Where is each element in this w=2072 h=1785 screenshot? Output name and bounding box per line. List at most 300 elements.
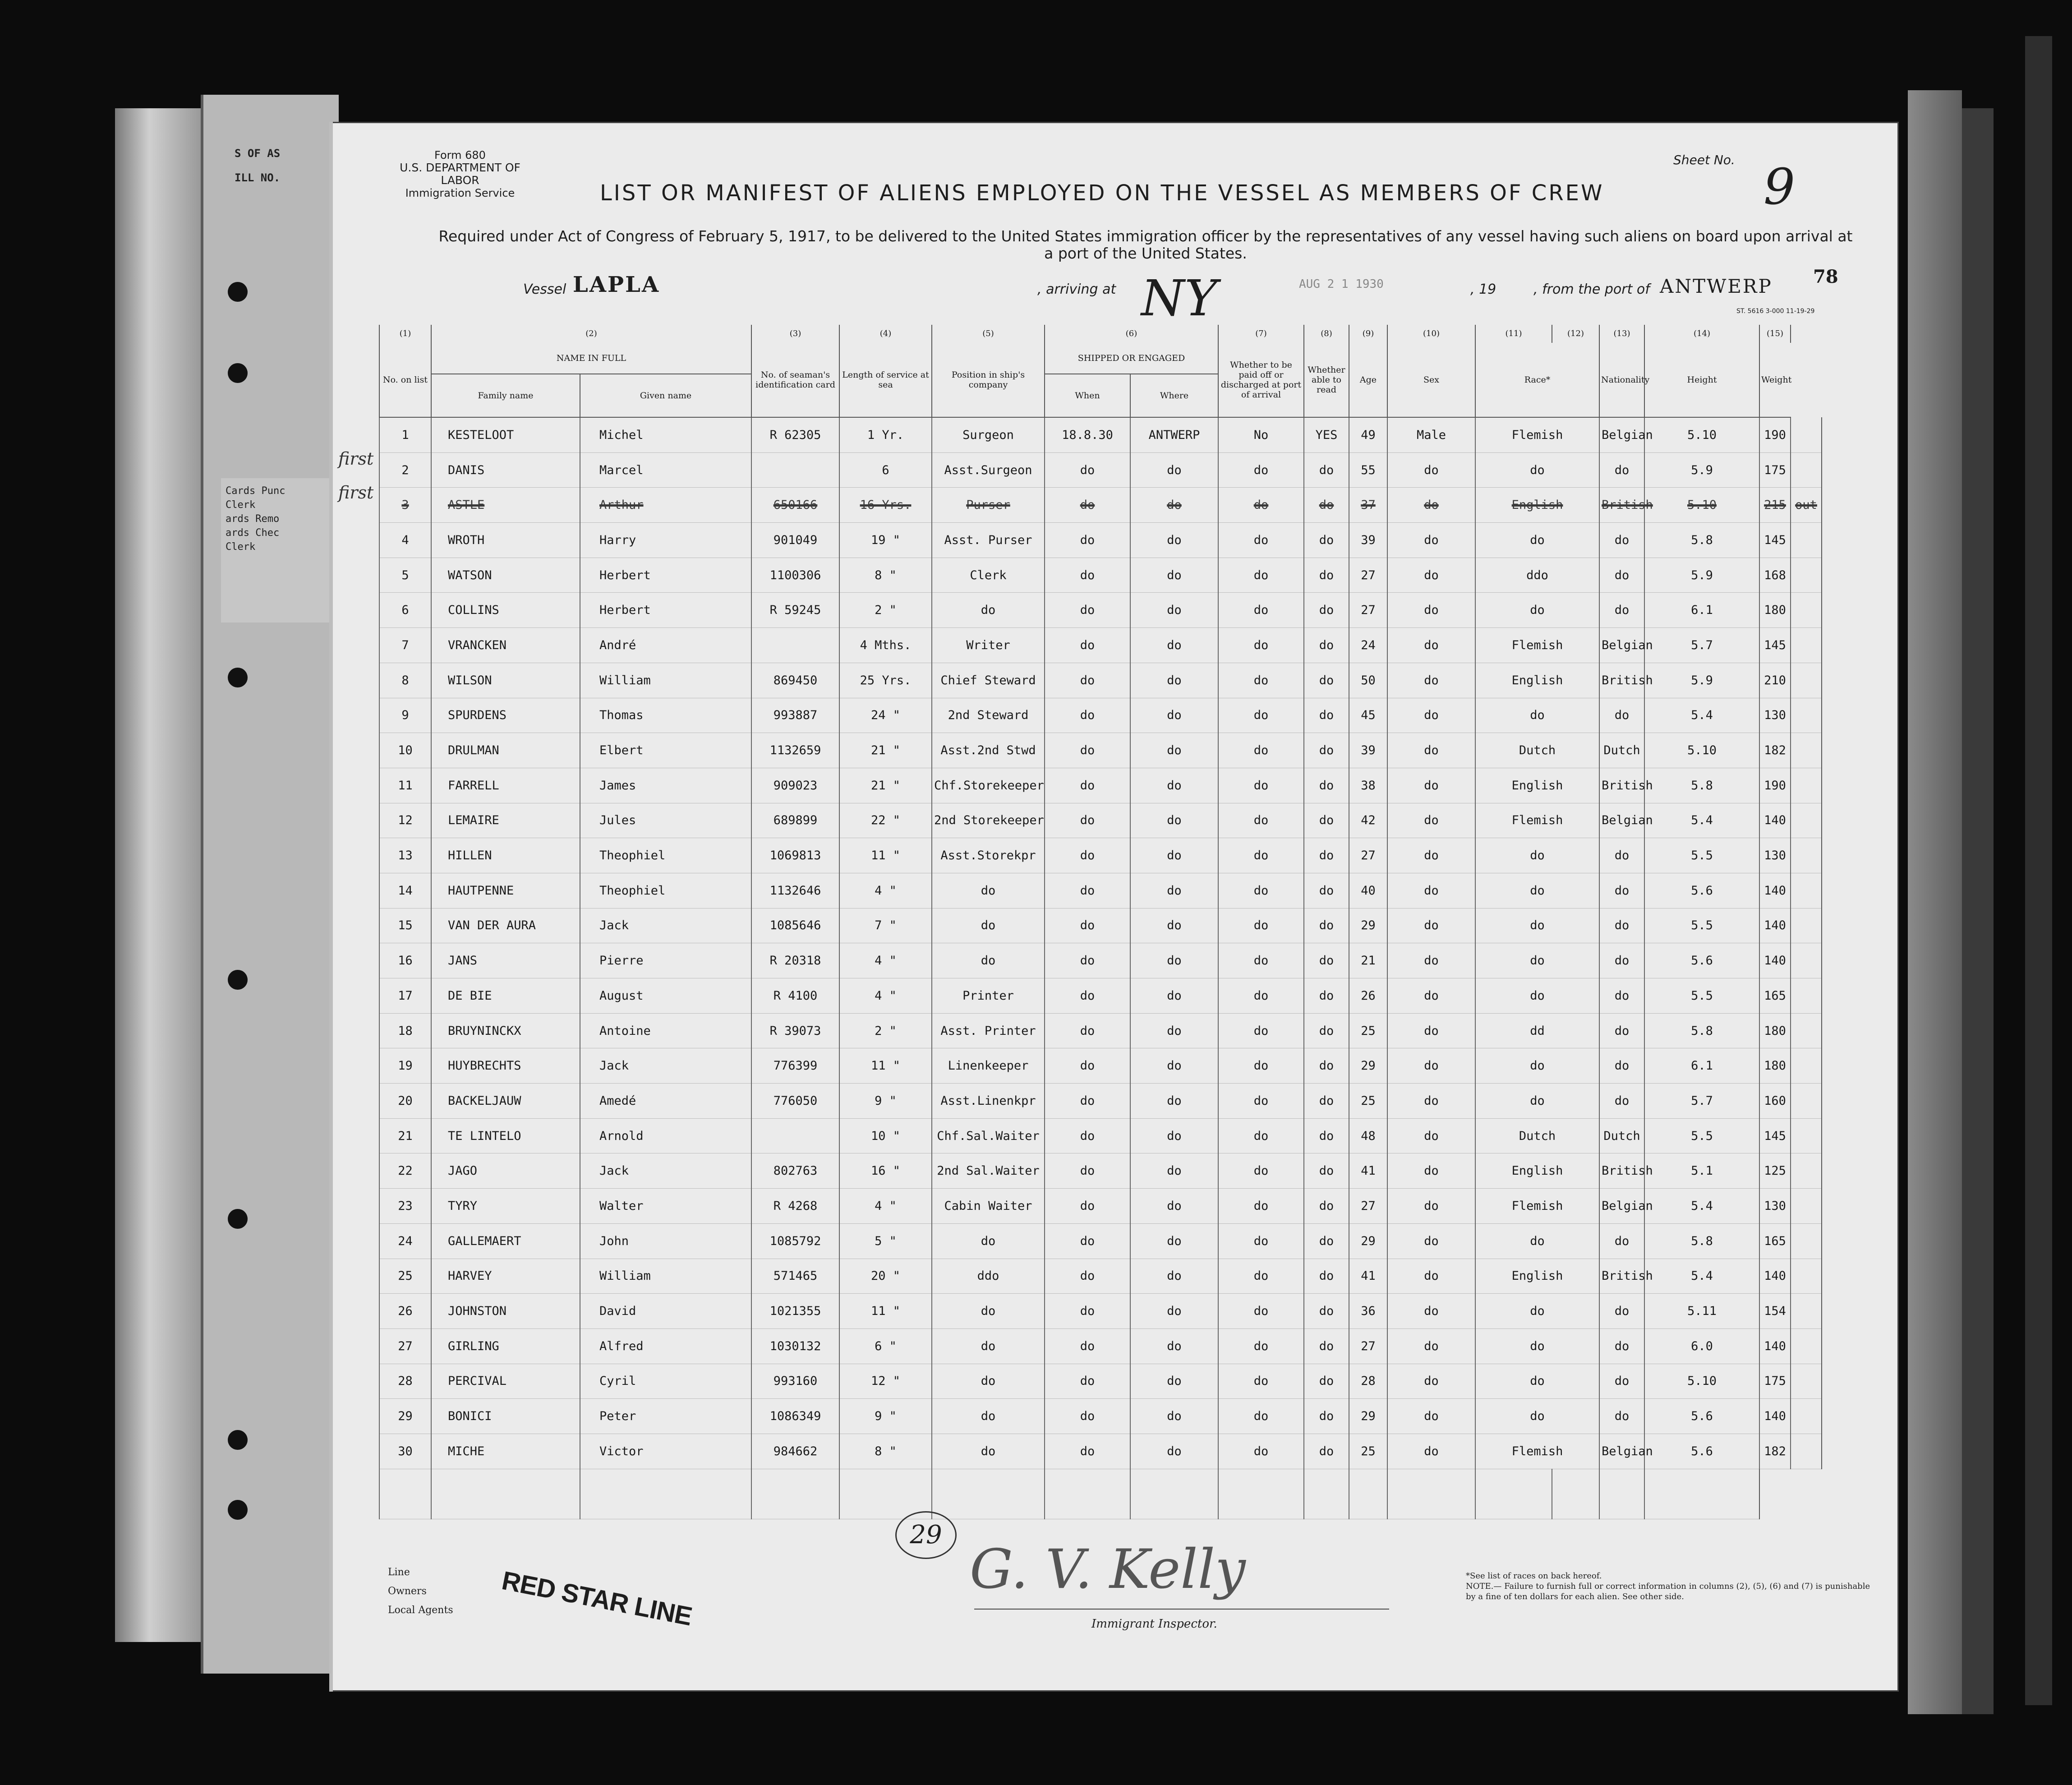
- cell-read: do: [1304, 663, 1349, 698]
- table-row: [379, 488, 1822, 523]
- cell-card: 1086349: [751, 1399, 839, 1434]
- cell-where: do: [1130, 803, 1218, 838]
- cell-race: do: [1475, 838, 1599, 873]
- cell-service: 21 ": [839, 733, 932, 768]
- signature-rule: [974, 1609, 1389, 1610]
- col-num: (5): [932, 325, 1045, 343]
- cell-given: James: [580, 768, 751, 803]
- cell-sex: do: [1387, 488, 1475, 523]
- cell-given: Elbert: [580, 733, 751, 768]
- cell-weight: 130: [1759, 698, 1791, 733]
- owners-label: Owners: [388, 1586, 427, 1597]
- table-row: [379, 1084, 1822, 1119]
- cell-family: JOHNSTON: [431, 1294, 580, 1329]
- cell-read: do: [1304, 523, 1349, 558]
- cell-no: 1: [379, 417, 431, 452]
- side-card-line: Cards Punc: [226, 485, 285, 497]
- cell-marks: out: [1791, 488, 1822, 523]
- cell-nat: do: [1599, 698, 1644, 733]
- cell-family: HILLEN: [431, 838, 580, 873]
- cell-height: 5.10: [1644, 733, 1759, 768]
- cell-marks: [1791, 523, 1822, 558]
- cell-card: 650166: [751, 488, 839, 523]
- cell-where: do: [1130, 452, 1218, 488]
- cell-when: do: [1045, 488, 1130, 523]
- cell-position: do: [932, 1328, 1045, 1364]
- cell-given: Jules: [580, 803, 751, 838]
- cell-age: 55: [1349, 452, 1387, 488]
- header-where: Where: [1130, 374, 1218, 417]
- table-row: [379, 873, 1822, 908]
- cell-position: Asst.Storekpr: [932, 838, 1045, 873]
- cell-age: 21: [1349, 943, 1387, 978]
- corner-number: 78: [1813, 266, 1838, 287]
- cell-no: 10: [379, 733, 431, 768]
- cell-age: 36: [1349, 1294, 1387, 1329]
- cell-sex: do: [1387, 1153, 1475, 1189]
- cell-family: WROTH: [431, 523, 580, 558]
- cell-height: 5.7: [1644, 628, 1759, 663]
- cell-read: do: [1304, 1189, 1349, 1224]
- cell-service: 1 Yr.: [839, 417, 932, 452]
- cell-age: 49: [1349, 417, 1387, 452]
- cell-nat: do: [1599, 523, 1644, 558]
- cell-height: 5.6: [1644, 1434, 1759, 1469]
- cell-given: André: [580, 628, 751, 663]
- cell-given: Theophiel: [580, 838, 751, 873]
- cell-family: BRUYNINCKX: [431, 1013, 580, 1048]
- cell-no: 19: [379, 1048, 431, 1084]
- cell-marks: [1791, 1013, 1822, 1048]
- cell-sex: do: [1387, 1259, 1475, 1294]
- cell-paid: do: [1218, 593, 1304, 628]
- cell-nat: do: [1599, 978, 1644, 1014]
- cell-age: 27: [1349, 593, 1387, 628]
- cell-nat: British: [1599, 1259, 1644, 1294]
- cell-service: 6: [839, 452, 932, 488]
- cell-read: do: [1304, 452, 1349, 488]
- cell-paid: do: [1218, 1259, 1304, 1294]
- cell-no: 22: [379, 1153, 431, 1189]
- cell-paid: do: [1218, 558, 1304, 593]
- cell-height: 5.4: [1644, 803, 1759, 838]
- footer-labels: [388, 1563, 453, 1620]
- cell-sex: do: [1387, 1048, 1475, 1084]
- punch-hole: [228, 1430, 248, 1450]
- cell-nat: do: [1599, 908, 1644, 943]
- cell-weight: 180: [1759, 593, 1791, 628]
- table-row: [379, 838, 1822, 873]
- cell-given: Herbert: [580, 593, 751, 628]
- manifest-subtitle: Required under Act of Congress of February 5, 1917, to be delivered to the United States immigration officer by the representatives of any vessel having such aliens on board upon arrival at a port of the United States.: [438, 227, 1853, 262]
- cell-no: 30: [379, 1434, 431, 1469]
- cell-marks: [1791, 1259, 1822, 1294]
- cell-age: 29: [1349, 1399, 1387, 1434]
- cell-family: DANIS: [431, 452, 580, 488]
- col-num: (4): [839, 325, 932, 343]
- column-number-row: [379, 325, 1822, 343]
- table-row: [379, 803, 1822, 838]
- note-races: *See list of races on back hereof.: [1466, 1571, 1602, 1581]
- cell-service: 11 ": [839, 1294, 932, 1329]
- cell-sex: do: [1387, 698, 1475, 733]
- cell-height: 6.0: [1644, 1328, 1759, 1364]
- cell-where: do: [1130, 1328, 1218, 1364]
- cell-height: 5.8: [1644, 1223, 1759, 1259]
- cell-family: KESTELOOT: [431, 417, 580, 452]
- cell-card: 901049: [751, 523, 839, 558]
- cell-marks: [1791, 417, 1822, 452]
- cell-position: do: [932, 1294, 1045, 1329]
- header-sex: Sex: [1387, 343, 1475, 417]
- cell-position: Chf.Storekeeper: [932, 768, 1045, 803]
- table-row: [379, 768, 1822, 803]
- cell-given: Arthur: [580, 488, 751, 523]
- cell-paid: do: [1218, 1153, 1304, 1189]
- cell-nat: do: [1599, 1364, 1644, 1399]
- cell-where: do: [1130, 628, 1218, 663]
- cell-no: 9: [379, 698, 431, 733]
- cell-read: do: [1304, 558, 1349, 593]
- cell-read: do: [1304, 1013, 1349, 1048]
- manifest-sheet: [329, 122, 1899, 1692]
- cell-service: 24 ": [839, 698, 932, 733]
- cell-age: 29: [1349, 1048, 1387, 1084]
- cell-when: do: [1045, 593, 1130, 628]
- cell-height: 5.7: [1644, 1084, 1759, 1119]
- cell-height: 5.5: [1644, 838, 1759, 873]
- cell-nat: British: [1599, 663, 1644, 698]
- cell-weight: 190: [1759, 768, 1791, 803]
- cell-position: Purser: [932, 488, 1045, 523]
- cell-height: 5.6: [1644, 943, 1759, 978]
- empty-cell: [1644, 1469, 1759, 1519]
- cell-read: do: [1304, 943, 1349, 978]
- cell-height: 6.1: [1644, 593, 1759, 628]
- cell-age: 25: [1349, 1013, 1387, 1048]
- cell-marks: [1791, 698, 1822, 733]
- cell-height: 5.9: [1644, 558, 1759, 593]
- cell-marks: [1791, 1084, 1822, 1119]
- cell-nat: British: [1599, 1153, 1644, 1189]
- cell-paid: do: [1218, 943, 1304, 978]
- cell-family: HUYBRECHTS: [431, 1048, 580, 1084]
- cell-service: 16 Yrs.: [839, 488, 932, 523]
- department-name: U.S. DEPARTMENT OF LABOR: [400, 161, 520, 187]
- col-num: (8): [1304, 325, 1349, 343]
- cell-when: do: [1045, 908, 1130, 943]
- departure-port: ANTWERP: [1660, 275, 1773, 297]
- cell-service: 16 ": [839, 1153, 932, 1189]
- cell-paid: do: [1218, 838, 1304, 873]
- margin-note: first: [338, 483, 374, 503]
- cell-no: 27: [379, 1328, 431, 1364]
- arriving-port-handwritten: NY: [1141, 269, 1217, 327]
- cell-family: BONICI: [431, 1399, 580, 1434]
- table-row: [379, 1399, 1822, 1434]
- year-label: , 19: [1470, 281, 1496, 297]
- sheet-left-margin: [329, 122, 333, 1692]
- punch-hole: [228, 1209, 248, 1229]
- cell-service: 7 ": [839, 908, 932, 943]
- cell-service: 11 ": [839, 838, 932, 873]
- empty-cell: [1304, 1469, 1349, 1519]
- cell-where: do: [1130, 768, 1218, 803]
- cell-age: 29: [1349, 908, 1387, 943]
- cell-service: 8 ": [839, 558, 932, 593]
- cell-age: 41: [1349, 1153, 1387, 1189]
- cell-where: do: [1130, 488, 1218, 523]
- cell-service: 21 ": [839, 768, 932, 803]
- cell-when: 18.8.30: [1045, 417, 1130, 452]
- cell-race: Flemish: [1475, 628, 1599, 663]
- cell-where: do: [1130, 1259, 1218, 1294]
- header-no-on-list: No. on list: [379, 343, 431, 417]
- table-row: [379, 1153, 1822, 1189]
- cell-sex: do: [1387, 768, 1475, 803]
- cell-family: FARRELL: [431, 768, 580, 803]
- cell-position: do: [932, 1223, 1045, 1259]
- side-card-line: Clerk: [226, 541, 256, 553]
- cell-read: do: [1304, 733, 1349, 768]
- cell-race: ddo: [1475, 558, 1599, 593]
- cell-card: 984662: [751, 1434, 839, 1469]
- header-paid-off: Whether to be paid off or discharged at port of arrival: [1218, 343, 1304, 417]
- cell-when: do: [1045, 978, 1130, 1014]
- cell-sex: do: [1387, 978, 1475, 1014]
- cell-read: do: [1304, 873, 1349, 908]
- cell-marks: [1791, 943, 1822, 978]
- cell-read: YES: [1304, 417, 1349, 452]
- cell-marks: [1791, 628, 1822, 663]
- cell-no: 20: [379, 1084, 431, 1119]
- table-row: [379, 452, 1822, 488]
- cell-paid: do: [1218, 628, 1304, 663]
- arriving-label: , arriving at: [1037, 281, 1116, 297]
- cell-height: 5.5: [1644, 978, 1759, 1014]
- cell-nat: do: [1599, 452, 1644, 488]
- cell-sex: do: [1387, 1084, 1475, 1119]
- cell-sex: do: [1387, 663, 1475, 698]
- cell-height: 5.11: [1644, 1294, 1759, 1329]
- header-age: Age: [1349, 343, 1387, 417]
- cell-service: 19 ": [839, 523, 932, 558]
- cell-paid: do: [1218, 452, 1304, 488]
- cell-height: 5.6: [1644, 1399, 1759, 1434]
- cell-no: 17: [379, 978, 431, 1014]
- cell-paid: do: [1218, 1328, 1304, 1364]
- cell-nat: Dutch: [1599, 1118, 1644, 1153]
- cell-weight: 140: [1759, 803, 1791, 838]
- cell-age: 27: [1349, 1189, 1387, 1224]
- cell-position: 2nd Steward: [932, 698, 1045, 733]
- table-row: [379, 628, 1822, 663]
- cell-given: Amedé: [580, 1084, 751, 1119]
- cell-race: do: [1475, 593, 1599, 628]
- cell-where: do: [1130, 1294, 1218, 1329]
- crew-rows: [379, 417, 1822, 1519]
- cell-card: R 39073: [751, 1013, 839, 1048]
- cell-where: ANTWERP: [1130, 417, 1218, 452]
- cell-service: 20 ": [839, 1259, 932, 1294]
- cell-when: do: [1045, 1364, 1130, 1399]
- cell-height: 5.10: [1644, 1364, 1759, 1399]
- footer-note: [1466, 1571, 1872, 1602]
- inspector-signature: G. V. Kelly: [970, 1538, 1246, 1601]
- cell-sex: do: [1387, 733, 1475, 768]
- cell-no: 23: [379, 1189, 431, 1224]
- cell-nat: do: [1599, 1223, 1644, 1259]
- cell-family: ASTLE: [431, 488, 580, 523]
- cell-when: do: [1045, 1084, 1130, 1119]
- cell-marks: [1791, 593, 1822, 628]
- cell-service: 6 ": [839, 1328, 932, 1364]
- cell-family: COLLINS: [431, 593, 580, 628]
- cell-where: do: [1130, 1118, 1218, 1153]
- local-agents-label: Local Agents: [388, 1605, 453, 1616]
- cell-marks: [1791, 1118, 1822, 1153]
- cell-sex: do: [1387, 943, 1475, 978]
- cell-family: TYRY: [431, 1189, 580, 1224]
- cell-race: do: [1475, 523, 1599, 558]
- empty-cell: [580, 1469, 751, 1519]
- cell-paid: do: [1218, 768, 1304, 803]
- empty-cell: [1130, 1469, 1218, 1519]
- cell-paid: No: [1218, 417, 1304, 452]
- cell-service: 9 ": [839, 1399, 932, 1434]
- cell-position: do: [932, 943, 1045, 978]
- cell-nat: do: [1599, 1048, 1644, 1084]
- cell-weight: 140: [1759, 1259, 1791, 1294]
- cell-family: GIRLING: [431, 1328, 580, 1364]
- cell-position: do: [932, 1364, 1045, 1399]
- cell-marks: [1791, 733, 1822, 768]
- cell-when: do: [1045, 558, 1130, 593]
- cell-height: 5.8: [1644, 768, 1759, 803]
- cell-read: do: [1304, 1048, 1349, 1084]
- paper-stack-left-inner: [201, 95, 339, 1674]
- cell-sex: do: [1387, 873, 1475, 908]
- cell-where: do: [1130, 1013, 1218, 1048]
- cell-where: do: [1130, 908, 1218, 943]
- cell-read: do: [1304, 593, 1349, 628]
- header-family-name: Family name: [431, 374, 580, 417]
- header-given-name: Given name: [580, 374, 751, 417]
- cell-family: HARVEY: [431, 1259, 580, 1294]
- cell-height: 5.1: [1644, 1153, 1759, 1189]
- cell-age: 41: [1349, 1259, 1387, 1294]
- cell-nat: Belgian: [1599, 803, 1644, 838]
- side-top-line-1: S OF AS: [235, 147, 281, 160]
- cell-race: Flemish: [1475, 417, 1599, 452]
- cell-weight: 168: [1759, 558, 1791, 593]
- cell-no: 21: [379, 1118, 431, 1153]
- table-row: [379, 523, 1822, 558]
- empty-cell: [1599, 1469, 1644, 1519]
- cell-position: Asst.Linenkpr: [932, 1084, 1045, 1119]
- cell-nat: Belgian: [1599, 1189, 1644, 1224]
- cell-read: do: [1304, 1328, 1349, 1364]
- cell-marks: [1791, 1434, 1822, 1469]
- cell-no: 26: [379, 1294, 431, 1329]
- cell-nat: Dutch: [1599, 733, 1644, 768]
- col-num: (9): [1349, 325, 1387, 343]
- cell-weight: 145: [1759, 1118, 1791, 1153]
- cell-read: do: [1304, 1294, 1349, 1329]
- cell-where: do: [1130, 1189, 1218, 1224]
- punch-hole: [228, 363, 248, 383]
- cell-card: 571465: [751, 1259, 839, 1294]
- cell-given: August: [580, 978, 751, 1014]
- cell-when: do: [1045, 628, 1130, 663]
- table-row: [379, 1048, 1822, 1084]
- cell-marks: [1791, 908, 1822, 943]
- cell-family: JAGO: [431, 1153, 580, 1189]
- cell-family: PERCIVAL: [431, 1364, 580, 1399]
- cell-card: 776399: [751, 1048, 839, 1084]
- cell-given: William: [580, 1259, 751, 1294]
- cell-nat: do: [1599, 1399, 1644, 1434]
- cell-service: 4 ": [839, 943, 932, 978]
- cell-position: do: [932, 908, 1045, 943]
- cell-service: 4 ": [839, 1189, 932, 1224]
- cell-family: DRULMAN: [431, 733, 580, 768]
- cell-no: 12: [379, 803, 431, 838]
- cell-height: 5.9: [1644, 663, 1759, 698]
- cell-when: do: [1045, 838, 1130, 873]
- cell-card: 776050: [751, 1084, 839, 1119]
- cell-marks: [1791, 1189, 1822, 1224]
- cell-position: do: [932, 593, 1045, 628]
- cell-sex: do: [1387, 1399, 1475, 1434]
- cell-weight: 182: [1759, 1434, 1791, 1469]
- cell-read: do: [1304, 1084, 1349, 1119]
- cell-sex: do: [1387, 1434, 1475, 1469]
- col-num: (2): [431, 325, 751, 343]
- cell-paid: do: [1218, 1189, 1304, 1224]
- cell-no: 14: [379, 873, 431, 908]
- cell-race: do: [1475, 1223, 1599, 1259]
- cell-paid: do: [1218, 663, 1304, 698]
- cell-paid: do: [1218, 1399, 1304, 1434]
- cell-paid: do: [1218, 873, 1304, 908]
- cell-nat: do: [1599, 873, 1644, 908]
- date-stamp: AUG 2 1 1930: [1299, 277, 1384, 291]
- circled-total: 29: [895, 1511, 957, 1559]
- cell-given: Peter: [580, 1399, 751, 1434]
- cell-marks: [1791, 978, 1822, 1014]
- manifest-title: LIST OR MANIFEST OF ALIENS EMPLOYED ON THE VESSEL AS MEMBERS OF CREW: [600, 180, 1604, 206]
- cell-read: do: [1304, 908, 1349, 943]
- cell-race: do: [1475, 908, 1599, 943]
- col-num: (15): [1759, 325, 1791, 343]
- cell-service: 10 ": [839, 1118, 932, 1153]
- cell-given: Jack: [580, 908, 751, 943]
- cell-height: 5.9: [1644, 452, 1759, 488]
- col-num: (7): [1218, 325, 1304, 343]
- cell-age: 29: [1349, 1223, 1387, 1259]
- cell-given: Walter: [580, 1189, 751, 1224]
- cell-family: TE LINTELO: [431, 1118, 580, 1153]
- cell-weight: 125: [1759, 1153, 1791, 1189]
- cell-height: 5.10: [1644, 417, 1759, 452]
- vessel-line: [523, 269, 1773, 327]
- cell-weight: 140: [1759, 1399, 1791, 1434]
- crew-manifest-table: [379, 325, 1822, 1519]
- side-top-line-2: ILL NO.: [235, 171, 281, 184]
- cell-marks: [1791, 1328, 1822, 1364]
- cell-read: do: [1304, 1364, 1349, 1399]
